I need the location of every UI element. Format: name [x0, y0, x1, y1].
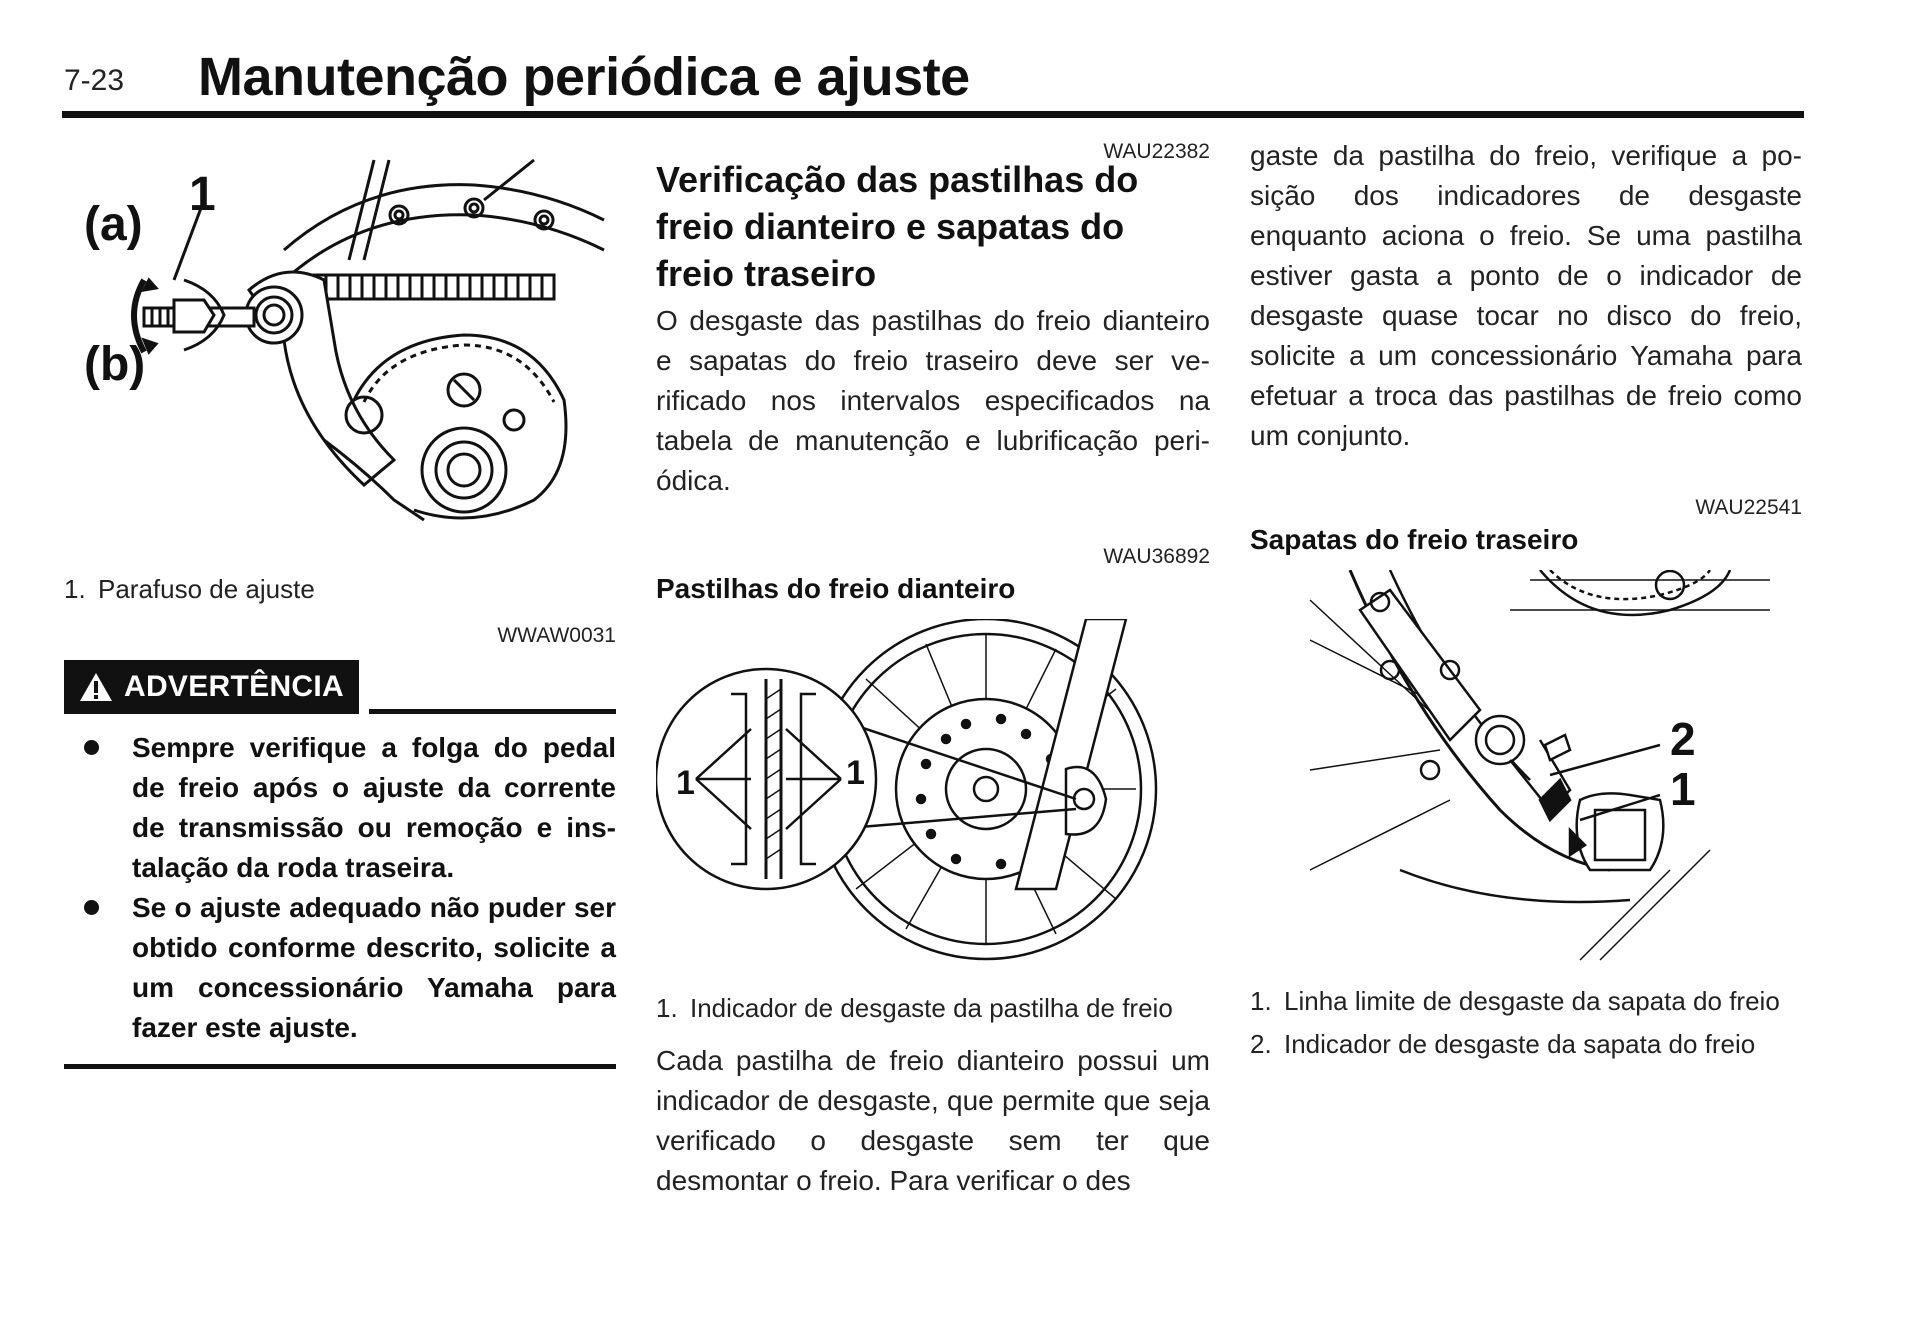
section-heading: Verificação das pastilhas do freio dianteiro e sapatas do freio traseiro	[656, 159, 1139, 294]
column-left	[64, 140, 616, 1069]
label-b: (b)	[84, 338, 146, 391]
bullet-icon	[64, 888, 132, 1048]
label-2: 2	[1670, 713, 1696, 765]
caption-item: 1. Linha limite de desgaste da sapata do freio	[1250, 986, 1780, 1016]
label-a: (a)	[84, 198, 143, 251]
label-pad-right: 1	[846, 754, 865, 792]
label-1: 1	[189, 168, 216, 221]
warning-code: WWAW0031	[497, 624, 616, 647]
subsection-heading: Sapatas do freio traseiro	[1250, 524, 1579, 555]
figure-caption: 1. Parafuso de ajuste	[64, 574, 315, 604]
warning-list	[64, 728, 616, 1048]
warning-line	[369, 709, 616, 714]
column-middle	[656, 140, 1210, 1201]
warning-triangle-icon	[78, 671, 114, 703]
section-paragraph: Cada pastilha de freio dianteiro possui um indicador de desgaste, que permite que seja verificado o desgaste sem ter que desmontar o freio. Para verificar o des	[656, 1045, 1210, 1196]
column-right	[1250, 140, 1802, 1071]
warning-label: ADVERTÊNCIA	[124, 670, 344, 703]
warning-item: Se o ajuste adequado não puder ser obtido conforme descrito, solicite a um concessionário Yamaha para fazer este ajuste.	[64, 888, 616, 1048]
warning-item: Sempre verifique a folga do pedal de freio após o ajuste da corrente de transmissão ou remoção e instalação da roda traseira.	[64, 728, 616, 888]
caption-item: 2. Indicador de desgaste da sapata do freio	[1250, 1029, 1756, 1059]
label-pad-left: 1	[676, 764, 695, 802]
page-title: Manutenção periódica e ajuste	[198, 47, 970, 107]
front-brake-pad-illustration	[656, 619, 1210, 969]
figure-captions	[1250, 985, 1802, 1061]
warning-header	[64, 660, 616, 714]
section-code: WAU22382	[1103, 140, 1210, 163]
page-number: 7-23	[64, 64, 125, 97]
header-rule	[62, 111, 1804, 118]
warning-badge	[64, 660, 359, 714]
section-paragraph: gaste da pastilha do freio, verifique a posição dos indicadores de desgaste enquanto aciona o freio. Se uma pastilha estiver gasta a ponto de o indicador de desgaste quase tocar no disco do freio, solicite a um concessionário Yamaha para efetuar a troca das pastilhas de freio como um conjunto.	[1250, 140, 1802, 451]
rear-brake-shoe-illustration	[1250, 570, 1802, 970]
subsection-code: WAU22541	[1695, 496, 1802, 519]
subsection-code: WAU36892	[1103, 545, 1210, 568]
section-paragraph: O desgaste das pastilhas do freio dianteiro e sapatas do freio traseiro deve ser verificado nos intervalos especificados na tabela de manutenção e lubrificação periódica.	[656, 305, 1210, 496]
brake-adjuster-illustration	[64, 140, 616, 560]
label-1: 1	[1670, 763, 1696, 815]
subsection-heading: Pastilhas do freio dianteiro	[656, 573, 1016, 604]
figure-caption: 1. Indicador de desgaste da pastilha de freio	[656, 993, 1173, 1023]
warning-bottom-rule	[64, 1064, 616, 1069]
bullet-icon	[64, 728, 132, 888]
